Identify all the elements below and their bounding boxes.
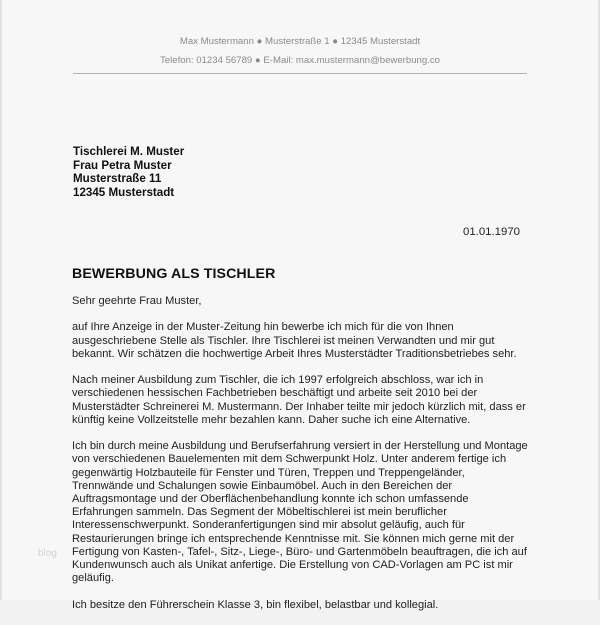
paragraph-line: ausgeschriebene Stelle als Tischler. Ihre Tischlerei ist meinen Verwandten und mir gut (72, 334, 495, 347)
paragraph-line: Ich bin durch meine Ausbildung und Berufserfahrung versiert in der Herstellung und Montage (72, 440, 528, 453)
letter-subject: BEWERBUNG ALS TISCHLER (72, 266, 276, 282)
paragraph-line: auf Ihre Anzeige in der Muster-Zeitung hin bewerbe ich mich für die von Ihnen (72, 321, 454, 334)
sender-address-line: Max Mustermann ● Musterstraße 1 ● 12345 Musterstadt (179, 36, 421, 47)
paragraph-line: bekannt. Wir schätzen die hochwertige Arbeit Ihres Musterstädter Traditionsbetriebes sehr. (72, 347, 517, 360)
paragraph-line: gegenwärtig Holzbauteile für Fenster und Türen, Treppen und Treppengeländer, (72, 466, 465, 479)
body-paragraph (72, 440, 542, 585)
watermark-text: blog (38, 548, 57, 559)
paragraph-line: von verschiedenen Bauelementen mit dem Schwerpunkt Holz. Unter anderem fertige ich (72, 453, 507, 466)
sender-contact-line: Telefon: 01234 56789 ● E-Mail: max.mustermann@bewerbung.co (159, 55, 441, 66)
body-paragraph (72, 374, 542, 427)
paragraph-line: Restaurierungen bringe ich entsprechende Kenntnisse mit. Sie können mich gerne mit der (72, 532, 515, 545)
header-divider (73, 73, 527, 74)
paragraph-line: Auftragsmontage und der Oberflächenbehandlung konnte ich schon umfassende (72, 493, 469, 505)
paragraph-line: Musterstädter Schreinerei M. Mustermann. Der Inhaber teilte mir jedoch kürzlich mit, dass er (72, 400, 526, 413)
body-paragraph (72, 599, 542, 612)
paragraph-line: künftig keine Vollzeitstelle mehr bezahlen kann. Daher suche ich eine Alternative. (72, 413, 471, 426)
paragraph-line: geläufig. (72, 572, 114, 585)
body-paragraph (72, 321, 542, 361)
paragraph-line: Fertigung von Kasten-, Tafel-, Sitz-, Liege-, Büro- und Gartenmöbeln beauftragen, die ich auf (72, 545, 527, 558)
paragraph-line: Erfahrungen sammeln. Das Segment der Möbeltischlerei ist mein beruflicher (72, 506, 447, 519)
recipient-contact: Frau Petra Muster (73, 158, 172, 172)
letter-date: 01.01.1970 (462, 226, 520, 238)
paragraph-line: verschiedenen hessischen Fachbetrieben beschäftigt und arbeite seit 2010 bei der (72, 387, 478, 400)
paragraph-line: Ich besitze den Führerschein Klasse 3, bin flexibel, belastbar und kollegial. (72, 598, 439, 611)
salutation: Sehr geehrte Frau Muster, (72, 295, 202, 307)
recipient-address (73, 145, 184, 199)
paragraph-line: Interessenschwerpunkt. Sonderanfertigungen sind mir absolut geläufig, auch für (72, 519, 465, 532)
paragraph-line: Trennwände und Schalungen sowie Einbaumöbel. Auch in den Bereichen der (72, 479, 453, 492)
paragraph-line: Nach meiner Ausbildung zum Tischler, die ich 1997 erfolgreich abschloss, war ich in (72, 374, 484, 387)
page-edge-left (0, 0, 2, 600)
recipient-company: Tischlerei M. Muster (73, 145, 185, 158)
paragraph-line: Kundenwunsch auch als Unikat anfertige. Die Erstellung von CAD-Vorlagen am PC ist mir (72, 559, 513, 572)
recipient-street: Musterstraße 11 (73, 172, 162, 185)
letter-body (72, 295, 542, 625)
recipient-city: 12345 Musterstadt (73, 185, 175, 199)
